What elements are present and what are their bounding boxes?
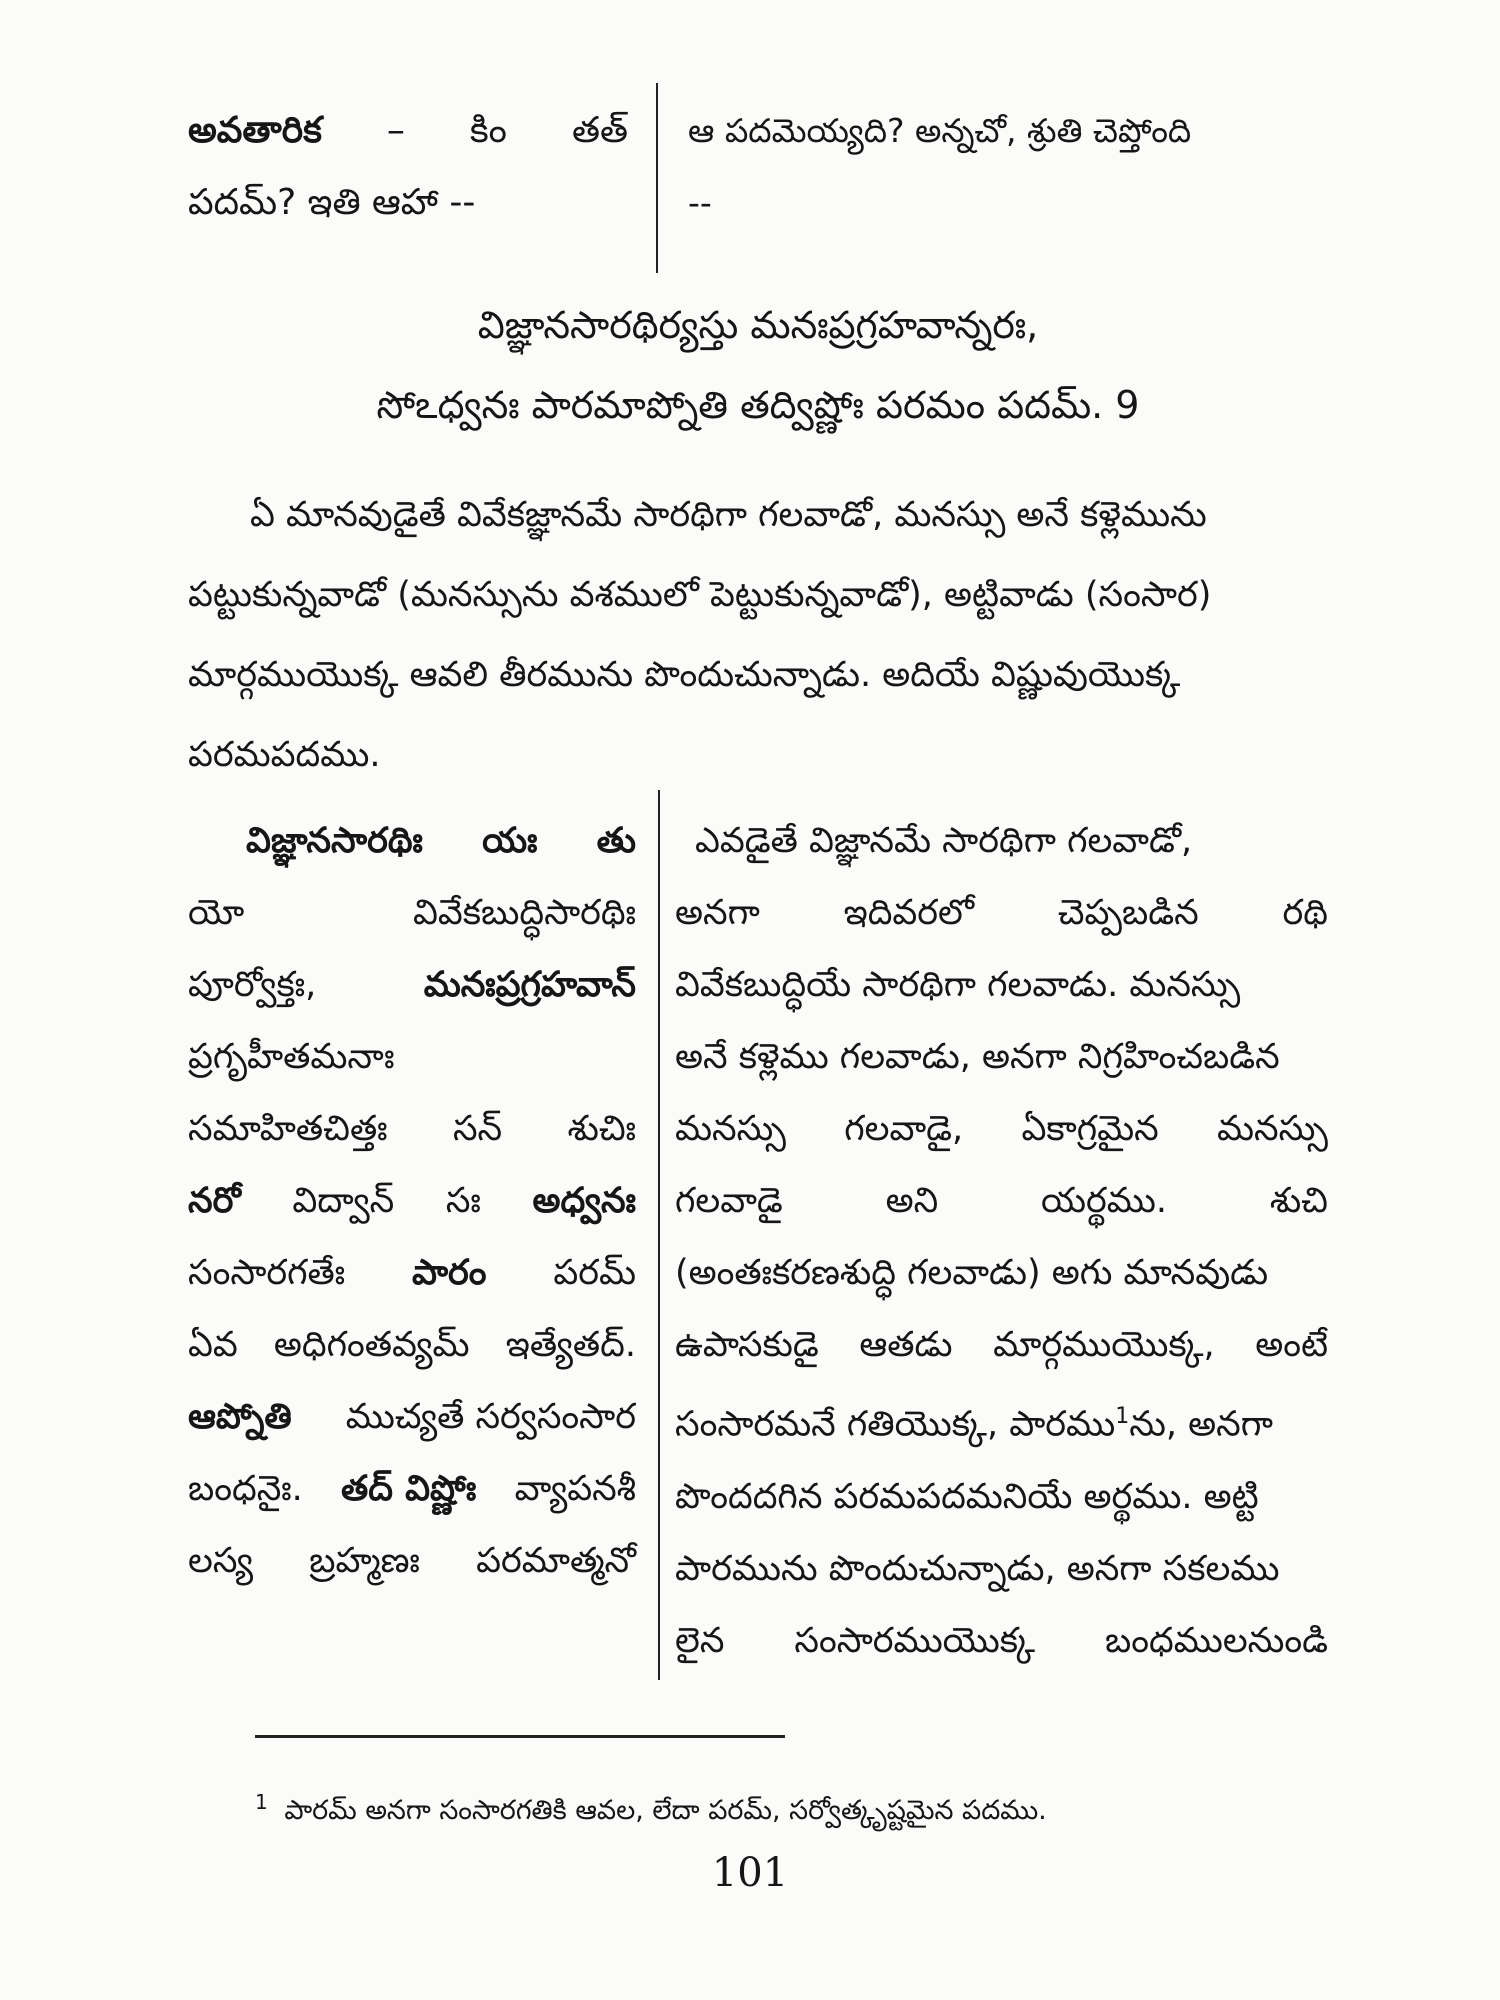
commentary-column-divider: [658, 790, 660, 1680]
page-number: 101: [711, 1850, 789, 1896]
word: లస్య: [188, 1541, 254, 1581]
word: ఉపాసకుడై: [675, 1325, 819, 1365]
footnote-reference: 1: [1115, 1404, 1130, 1429]
verse-line-1: విజ్ఞానసారథిర్యస్తు మనఃప్రగ్రహవాన్నరః,: [477, 303, 1039, 347]
word: యర్థము.: [1040, 1181, 1168, 1221]
commentary-right-line: [675, 1309, 1328, 1381]
word: తు: [596, 821, 636, 861]
word: సమాహితచిత్తః: [188, 1109, 388, 1149]
word: ఇదివరలో: [843, 893, 975, 933]
top-left-line-1: [188, 95, 628, 167]
word: సంసారగతేః: [188, 1253, 346, 1293]
word: శుచిః: [567, 1109, 636, 1149]
word: విద్వాన్: [292, 1181, 395, 1221]
word: అనే కళ్లెము గలవాడు, అనగా నిగ్రహించబడిన: [675, 1037, 1280, 1077]
commentary-left-line: [188, 1381, 636, 1453]
commentary-right-line: [675, 1533, 1328, 1605]
word: ఇత్యేతద్.: [505, 1325, 636, 1365]
translation-paragraph: [188, 475, 1328, 795]
top-block: [188, 95, 1328, 285]
word: బంధనైః.: [188, 1469, 303, 1509]
paragraph-line-4: పరమపదము.: [188, 735, 381, 775]
word: సంసారముయొక్క: [794, 1620, 1035, 1661]
word: అనగా: [675, 893, 760, 933]
commentary-left-line: [188, 1093, 636, 1165]
commentary-right-line: [675, 1381, 1328, 1461]
commentary-right-line: [675, 1093, 1328, 1165]
commentary-left-line: [188, 1453, 636, 1525]
word: యః: [482, 821, 538, 861]
word: సః: [445, 1181, 481, 1221]
word: ఎవడైతే విజ్ఞానమే సారథిగా గలవాడో,: [695, 821, 1193, 861]
commentary-right-line: [675, 877, 1328, 949]
top-word: పదమ్? ఇతి ఆహా --: [188, 182, 476, 223]
word: ముచ్యతే సర్వసంసార: [345, 1397, 636, 1437]
paragraph-line-3: మార్గముయొక్క ఆవలి తీరమును పొందుచున్నాడు. అదియే విష్ణువుయొక్క: [188, 655, 1181, 695]
word: ను, అనగా: [1129, 1404, 1273, 1445]
word: శుచి: [1269, 1181, 1328, 1221]
word: వివేకబుద్ధియే సారథిగా గలవాడు. మనస్సు: [675, 965, 1241, 1005]
word: మనఃప్రగ్రహవాన్: [423, 965, 636, 1005]
word: ఏకాగ్రమైన: [1021, 1109, 1159, 1149]
top-word: అవతారిక: [188, 110, 322, 151]
word: అధ్వనః: [532, 1181, 636, 1221]
paragraph-line-1: ఏ మానవుడైతే వివేకజ్ఞానమే సారథిగా గలవాడో, మనస్సు అనే కళ్లెమును: [250, 495, 1207, 535]
commentary-left-column: [188, 805, 636, 1597]
word: పారం: [411, 1253, 487, 1293]
word: అంటే: [1255, 1325, 1328, 1365]
word: వ్యాపనశీ: [514, 1469, 636, 1509]
word: చెప్పబడిన: [1057, 893, 1199, 933]
commentary-right-column: [675, 805, 1328, 1677]
commentary-right-line: [675, 949, 1328, 1021]
commentary-right-line: [675, 1461, 1328, 1533]
word: మనస్సు: [1217, 1109, 1328, 1149]
footnote-text: పారమ్ అనగా సంసారగతికి ఆవల, లేదా పరమ్, సర్వోత్కృష్టమైన పదము.: [284, 1795, 1047, 1826]
top-word: తత్: [571, 110, 628, 151]
word: పరమ్: [553, 1253, 636, 1293]
commentary-right-line: [675, 1165, 1328, 1237]
commentary-left-line: [188, 877, 636, 949]
word: విజ్ఞానసారథిః: [246, 821, 423, 861]
commentary-right-line: [675, 805, 1328, 877]
verse-line-2: సోఽధ్వనః పారమాప్నోతి తద్విష్ణోః పరమం పదమ్. 9: [376, 383, 1140, 427]
commentary-left-line: [188, 949, 636, 1021]
word: సంసారమనే గతియొక్క, పారము: [675, 1404, 1116, 1445]
word: పొందదగిన పరమపదమనియే అర్థము. అట్టి: [675, 1476, 1259, 1517]
word: ప్రగృహీతమనాః: [188, 1037, 395, 1077]
commentary-block: [188, 805, 1328, 1685]
word: ఏవ: [188, 1325, 238, 1365]
word: తద్ విష్ణోః: [340, 1469, 477, 1509]
word: బ్రహ్మణః: [309, 1541, 420, 1581]
word: (అంతఃకరణశుద్ధి గలవాడు) అగు మానవుడు: [675, 1253, 1269, 1293]
footnote: [255, 1782, 1047, 1831]
commentary-right-line: [675, 1021, 1328, 1093]
commentary-right-line: [675, 1605, 1328, 1677]
word: మనస్సు: [675, 1109, 786, 1149]
top-column-divider: [656, 83, 658, 273]
word: వివేకబుద్ధిసారథిః: [412, 893, 636, 933]
footnote-marker: 1: [255, 1790, 268, 1814]
paragraph-line-2: పట్టుకున్నవాడో (మనస్సును వశములో పెట్టుకున్నవాడో), అట్టివాడు (సంసార): [188, 575, 1212, 615]
commentary-left-line: [188, 805, 636, 877]
commentary-left-line: [188, 1165, 636, 1237]
top-right-line-2: --: [688, 183, 712, 222]
word: ఆప్నోతి: [188, 1397, 292, 1437]
word: లైన: [675, 1620, 725, 1661]
commentary-left-line: [188, 1237, 636, 1309]
word: పూర్వోక్తః,: [188, 965, 317, 1005]
top-left-column: [188, 95, 628, 239]
word: సన్: [452, 1109, 503, 1149]
word: గలవాడై: [675, 1181, 783, 1221]
top-word: –: [386, 110, 405, 151]
word: యో: [188, 893, 245, 933]
word: గలవాడై,: [844, 1109, 964, 1149]
commentary-left-line: [188, 1309, 636, 1381]
word: మార్గముయొక్క,: [993, 1325, 1215, 1365]
word: అని: [885, 1181, 939, 1221]
verse: [188, 285, 1328, 445]
commentary-left-line: [188, 1021, 636, 1093]
commentary-right-line: [675, 1237, 1328, 1309]
top-right-column: [688, 95, 1328, 239]
word: అధిగంతవ్యమ్: [273, 1325, 470, 1365]
top-right-line-1: ఆ పదమెయ్యది? అన్నచో, శ్రుతి చెప్తోంది: [688, 111, 1192, 150]
footnote-rule: [255, 1735, 785, 1738]
word: పరమాత్మనో: [476, 1541, 636, 1581]
top-left-line-2: [188, 167, 628, 239]
word: బంధములనుండి: [1104, 1620, 1328, 1661]
commentary-left-line: [188, 1525, 636, 1597]
word: నరో: [188, 1181, 241, 1221]
word: రథి: [1282, 893, 1328, 933]
top-word: కిం: [469, 110, 507, 151]
word: పారమును పొందుచున్నాడు, అనగా సకలము: [675, 1548, 1280, 1589]
word: ఆతడు: [859, 1325, 953, 1365]
